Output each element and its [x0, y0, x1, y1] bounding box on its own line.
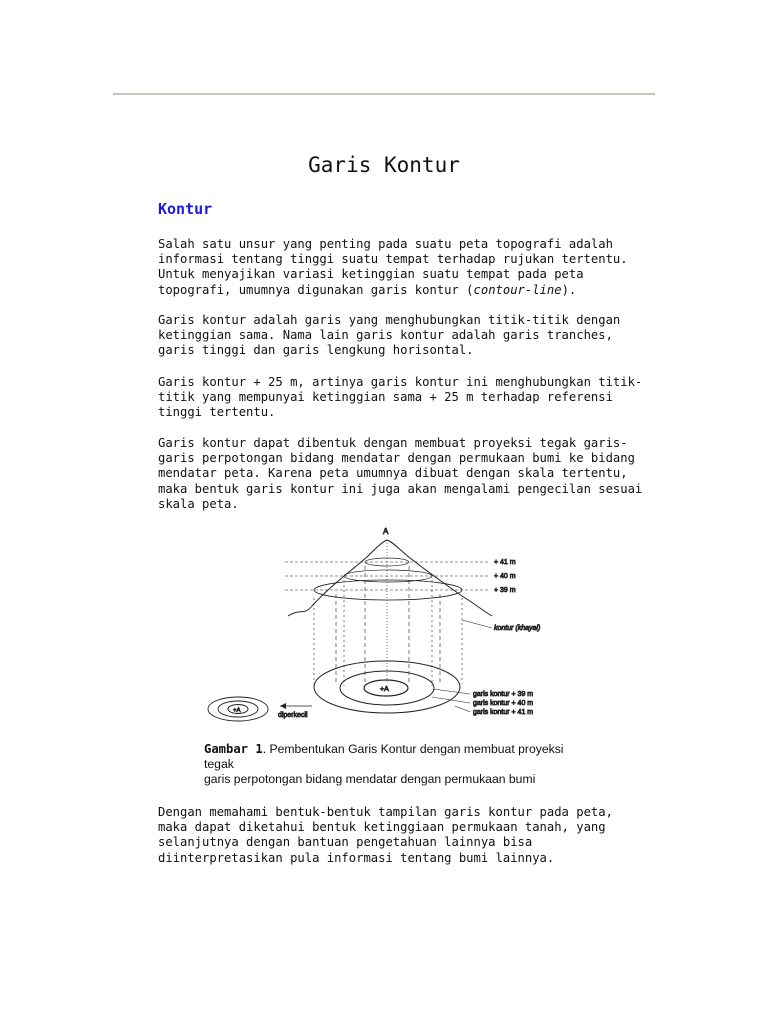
- caption-text: . Pembentukan Garis Kontur dengan membuat proyeksi tegak garis perpotongan bidang mendatar dengan permukaan bumi: [204, 742, 564, 787]
- paragraph-5: Dengan memahami bentuk-bentuk tampilan garis kontur pada peta, maka dapat diketahui bentuk ketinggiaan permukaan tanah, yang selanjutnya dengan bantuan pengetahuan lainnya bisa diinterpretasikan pula informasi tentang bumi lainnya.: [158, 805, 613, 865]
- level-label-41: + 41 m: [494, 559, 516, 566]
- paragraph-1-end: ).: [561, 282, 577, 297]
- paragraph-1-italic: contour-line: [473, 282, 562, 297]
- paragraph-2: Garis kontur adalah garis yang menghubungkan titik-titik dengan ketinggian sama. Nama lain garis kontur adalah garis tranches, garis tinggi dan garis lengkung horisontal.: [158, 313, 621, 358]
- level-label-39: + 39 m: [494, 587, 516, 594]
- section-heading: Kontur: [158, 200, 213, 218]
- contour-label-40: garis kontur + 40 m: [473, 700, 534, 707]
- figure-caption: [204, 742, 654, 788]
- hill-profile: [288, 540, 492, 616]
- level-label-40: + 40 m: [494, 573, 516, 580]
- contour-label-39: garis kontur + 39 m: [473, 691, 534, 698]
- paragraph-1: [158, 237, 668, 298]
- caption-label: Gambar 1: [204, 742, 263, 756]
- top-rule: [113, 93, 655, 95]
- map-center-label: +A: [380, 686, 389, 693]
- page-title: Garis Kontur: [308, 153, 460, 177]
- small-map-center-label: +A: [233, 708, 241, 714]
- contour-label-41: garis kontur + 41 m: [473, 709, 534, 716]
- paragraph-4: Garis kontur dapat dibentuk dengan membuat proyeksi tegak garis- garis perpotongan bidang mendatar dengan permukaan bumi ke bidang mendatar peta. Karena peta umumnya dibuat dengan skala tertentu, maka bentuk garis kontur ini juga akan mengalami pengecilan sesuai skala peta.: [158, 436, 643, 511]
- peak-label: A: [383, 527, 389, 536]
- paragraph-1-text: Salah satu unsur yang penting pada suatu peta topografi adalah informasi tentang tinggi suatu tempat terhadap rujukan tertentu. Untuk menyajikan variasi ketinggian suatu tempat pada peta topografi, umumnya digunakan garis kontur (: [158, 237, 628, 297]
- paragraph-3: Garis kontur + 25 m, artinya garis kontur ini menghubungkan titik- titik yang mempunyai ketinggian sama + 25 m terhadap referensi tinggi tertentu.: [158, 375, 643, 420]
- contour-formation-figure: [200, 524, 570, 724]
- kontur-khayal-label: kontur (khayal): [494, 625, 541, 632]
- diperkecil-label: diperkecil: [278, 712, 308, 719]
